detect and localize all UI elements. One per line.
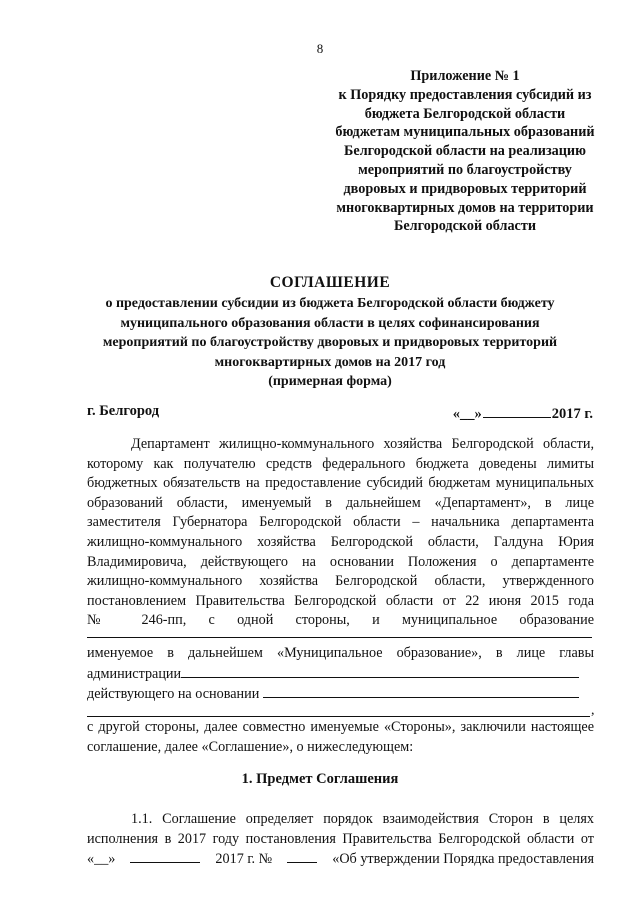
- place: г. Белгород: [87, 403, 160, 419]
- date-blank: [483, 403, 551, 418]
- clause-1-1: [87, 810, 594, 870]
- paragraph-line: именуемое в дальнейшем «Муниципальное образование», в лице главы: [87, 645, 594, 661]
- admin-label: администрации: [87, 665, 182, 682]
- parties-paragraph: [87, 718, 594, 757]
- resolution-title: «Об утверждении Порядка предоставления: [332, 851, 594, 868]
- appendix-line: к Порядку предоставления субсидий из: [338, 86, 592, 103]
- clause-last-line: [87, 849, 594, 870]
- appendix-line: Белгородской области на реализацию: [344, 143, 586, 160]
- acting-label: действующего на основании: [87, 686, 260, 703]
- appendix-line: дворовых и придворовых территорий: [343, 180, 587, 197]
- acting-basis-blank-2: [87, 716, 590, 717]
- paragraph-line: № 246-пп, с одной стороны, и муниципальное образование: [87, 612, 594, 629]
- paragraph-line: которому как получателю средств федерального бюджета доведены лимиты: [87, 455, 594, 472]
- subtitle-line: муниципального образования области в целях софинансирования: [120, 315, 540, 331]
- paragraph-line: Владимировича, действующего на основании Положения о департаменте: [87, 553, 594, 570]
- admin-line: [87, 664, 594, 685]
- subtitle-line: мероприятий по благоустройству дворовых и придворовых территорий: [102, 335, 558, 351]
- paragraph-line: жилищно-коммунального хозяйства Белгородской области, утвержденного: [87, 573, 594, 590]
- appendix-line: бюджета Белгородской области: [364, 105, 566, 122]
- subtitle-line: (примерная форма): [268, 374, 392, 390]
- paragraph-line: заместителя Губернатора Белгородской области – начальника департамента: [87, 514, 594, 531]
- resolution-date-blank: [130, 849, 200, 863]
- appendix-line: Приложение № 1: [410, 68, 520, 84]
- paragraph-line: образований области, именуемый в дальнейшем «Департамент», в лице: [87, 494, 594, 511]
- title-main: СОГЛАШЕНИЕ: [269, 274, 391, 291]
- appendix-line: бюджетам муниципальных образований: [335, 124, 595, 141]
- section-heading: 1. Предмет Соглашения: [241, 771, 399, 787]
- subtitle-line: о предоставлении субсидии из бюджета Белгородской области бюджету: [105, 296, 555, 311]
- date-suffix: 2017 г.: [551, 406, 593, 422]
- municipality-name-blank: [87, 637, 592, 638]
- paragraph-line: Департамент жилищно-коммунального хозяйства Белгородской области,: [131, 436, 594, 452]
- place-date-row: [87, 403, 593, 423]
- trailing-comma: ,: [591, 703, 595, 718]
- municipal-paragraph: [87, 644, 594, 705]
- paragraph-line: бюджетных обязательств на предоставление субсидий бюджетам муниципальных: [87, 475, 594, 492]
- admin-head-blank: [181, 664, 579, 678]
- appendix-line: многоквартирных домов на территории: [336, 199, 594, 216]
- date-prefix: «__»: [452, 406, 482, 422]
- appendix-line: мероприятий по благоустройству: [358, 161, 572, 178]
- paragraph-line: исполнения в 2017 году постановления Правительства Белгородской области от: [87, 830, 594, 847]
- paragraph-line: соглашение, далее «Соглашение», о нижеследующем:: [87, 738, 414, 755]
- paragraph-line: с другой стороны, далее совместно именуемые «Стороны», заключили настоящее: [87, 719, 594, 735]
- paragraph-line: 1.1. Соглашение определяет порядок взаимодействия Сторон в целях: [131, 811, 594, 827]
- resolution-number-blank: [287, 849, 317, 863]
- date: [453, 403, 593, 423]
- appendix-header: [320, 67, 610, 236]
- resolution-year: 2017 г. №: [215, 851, 273, 868]
- subtitle-line: многоквартирных домов на 2017 год: [214, 354, 446, 370]
- title-subtitle: [70, 294, 590, 392]
- preamble-paragraph: [87, 435, 594, 631]
- paragraph-line: постановлением Правительства Белгородской области от 22 июня 2015 года: [87, 592, 594, 609]
- page-number: 8: [316, 41, 324, 56]
- paragraph-line: жилищно-коммунального хозяйства Белгородской области, Галдуна Юрия: [87, 533, 594, 550]
- appendix-line: Белгородской области: [394, 218, 536, 235]
- acting-basis-blank: [263, 684, 579, 698]
- acting-line: [87, 684, 594, 705]
- agreement-title: [70, 272, 590, 392]
- date-prefix: «__»: [87, 851, 116, 868]
